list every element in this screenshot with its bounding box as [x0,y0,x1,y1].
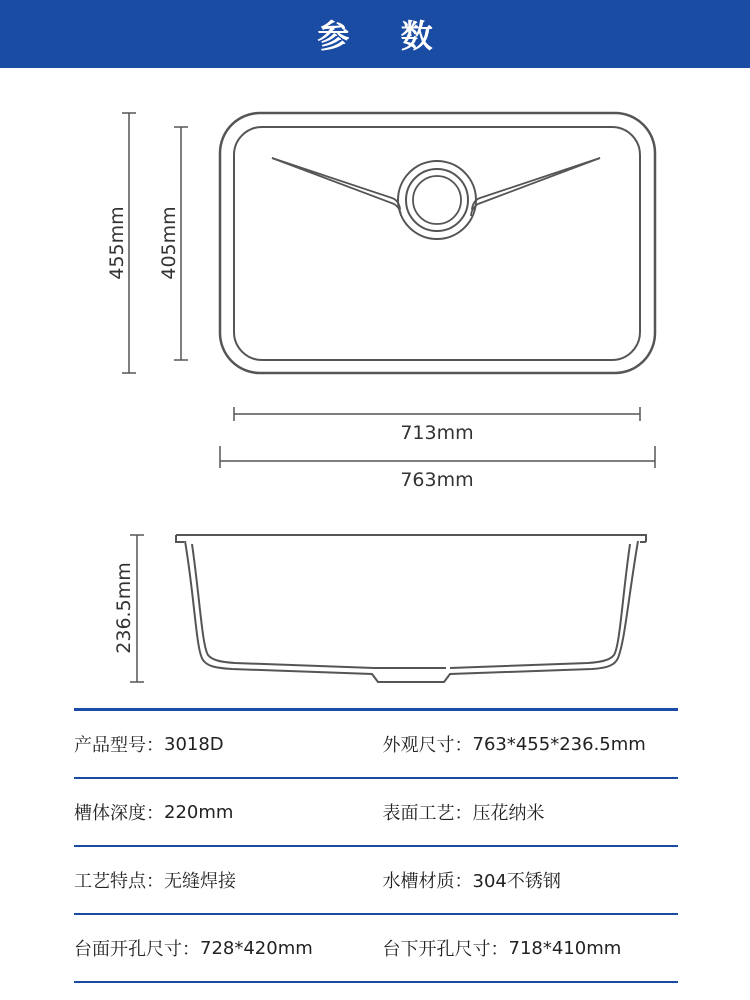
spec-row [74,847,678,915]
spec-cell [74,731,370,757]
outer-height-label: 455mm [106,206,128,280]
outer-width-dimension [220,446,655,468]
spec-value: 718*410mm [508,937,622,959]
drain-ring [406,169,468,231]
spec-row [74,711,678,779]
drain-outer [398,161,476,239]
spec-cell [370,935,679,961]
inner-width-label: 713mm [400,422,474,444]
spec-label: 表面工艺： [382,803,473,824]
spec-table [74,708,678,983]
spec-cell [370,731,679,757]
spec-label: 产品型号： [74,735,164,756]
spec-value: 3018D [164,733,224,755]
outer-width-label: 763mm [400,469,474,491]
spec-cell [74,867,370,893]
spec-value: 压花纳米 [472,803,545,824]
spec-value: 728*420mm [200,937,313,959]
spec-value: 304不锈钢 [472,871,561,892]
spec-cell [370,867,679,893]
spec-label: 外观尺寸： [382,735,473,756]
depth-label: 236.5mm [113,562,135,654]
spec-label: 槽体深度： [74,803,164,824]
spec-cell [74,935,370,961]
spec-label: 台面开孔尺寸： [74,939,200,960]
spec-label: 工艺特点： [74,871,164,892]
spec-label: 水槽材质： [382,871,473,892]
spec-value: 220mm [164,801,234,823]
sink-outer-rim [220,113,655,373]
spec-row [74,915,678,983]
spec-label: 台下开孔尺寸： [382,939,509,960]
inner-height-label: 405mm [158,206,180,280]
sink-side-view [176,535,646,682]
spec-row [74,779,678,847]
spec-value: 763*455*236.5mm [472,733,646,755]
spec-value: 无缝焊接 [164,871,236,892]
spec-cell [74,799,370,825]
drain-inner [413,176,461,224]
spec-cell [370,799,679,825]
page-title: 参 数 [317,17,453,55]
inner-width-dimension [234,407,640,421]
drain-wings [272,158,600,216]
